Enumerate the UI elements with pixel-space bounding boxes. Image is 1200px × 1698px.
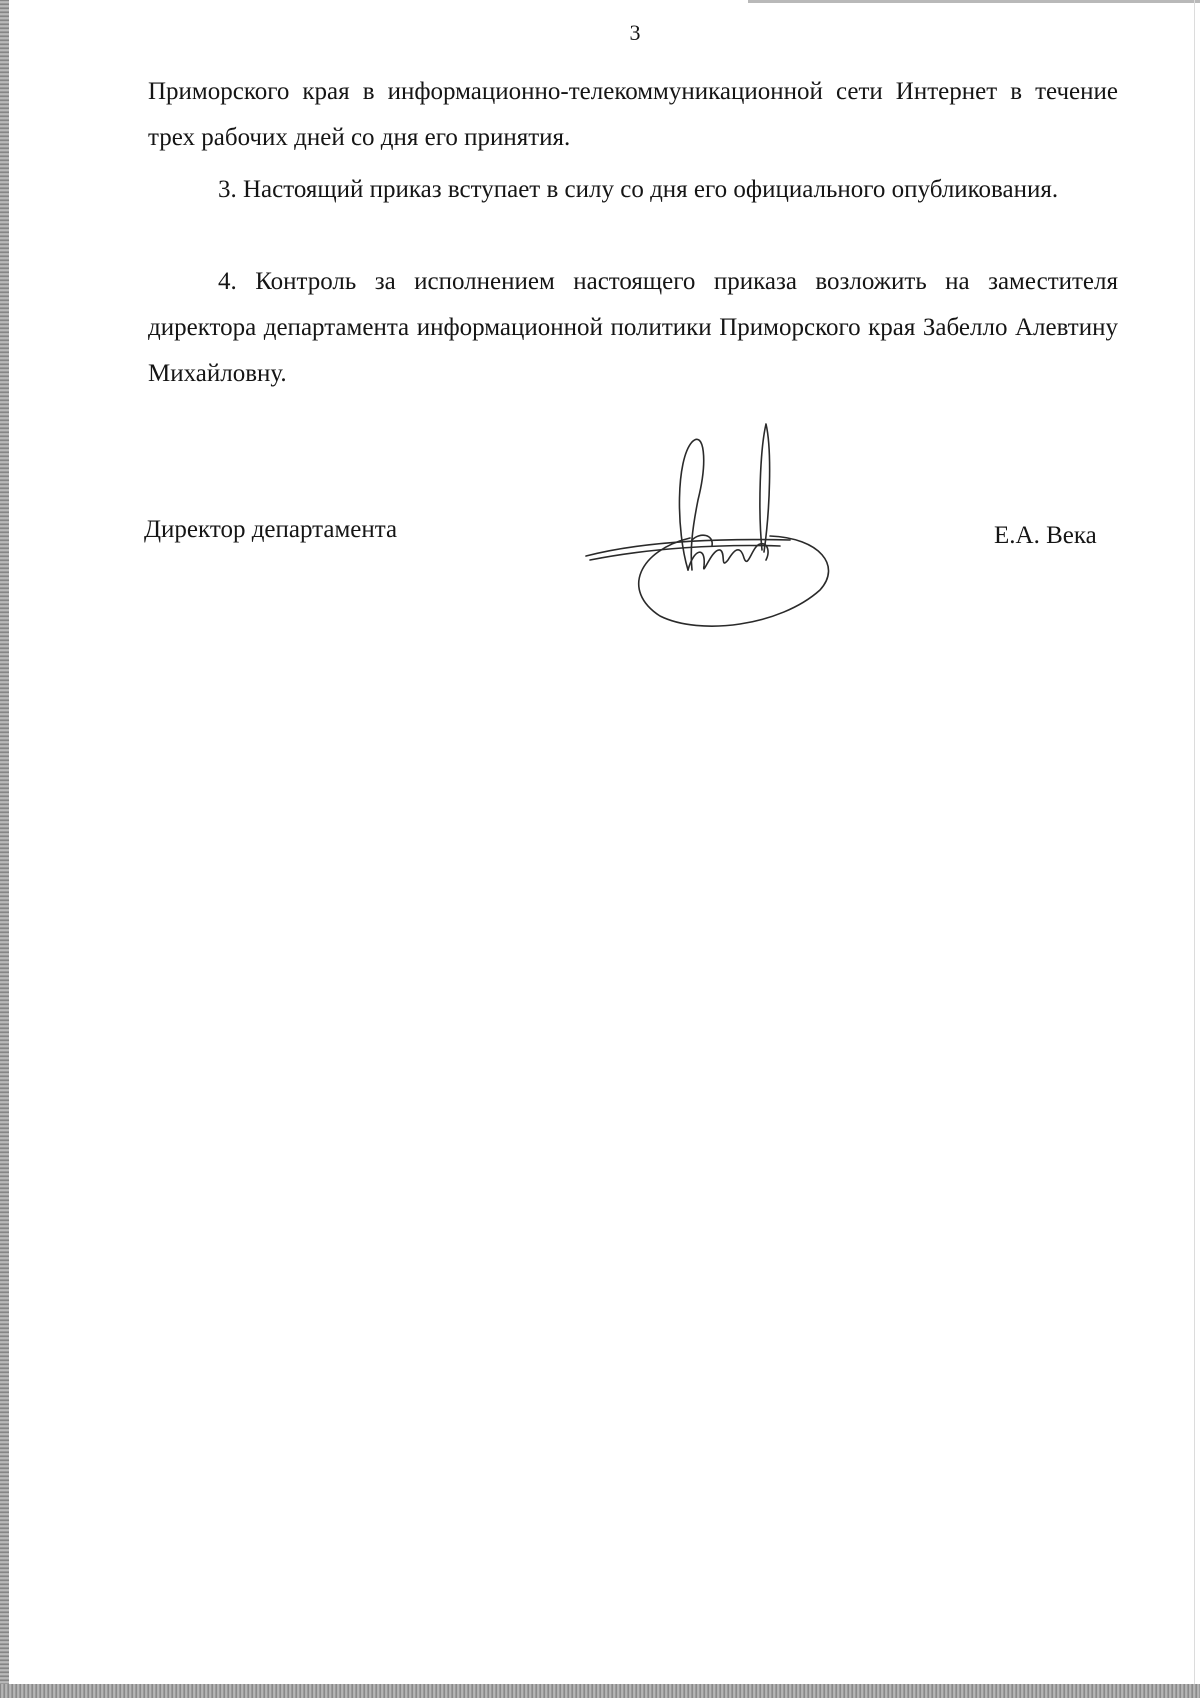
scan-edge-bottom [0,1684,1200,1698]
paragraph-item-4: 4. Контроль за исполнением настоящего приказа возложить на заместителя директора департамента информационной политики Приморского края Забелло Алевтину Михайловну. [148,268,1118,387]
handwritten-signature [580,420,840,640]
paragraph-item-3: 3. Настоящий приказ вступает в силу со дня его официального опубликования. [218,176,1059,203]
signatory-position: Директор департамента [144,516,398,543]
signatory-name: Е.А. Века [994,522,1097,549]
paragraph-continued: Приморского края в информационно-телекоммуникационной сети Интернет в течение трех рабочих дней со дня его принятия. [148,78,1118,151]
scan-edge-left [0,0,9,1698]
scan-edge-right [1194,0,1195,1684]
page-number: 3 [629,20,641,45]
scan-edge-top [748,0,1200,3]
